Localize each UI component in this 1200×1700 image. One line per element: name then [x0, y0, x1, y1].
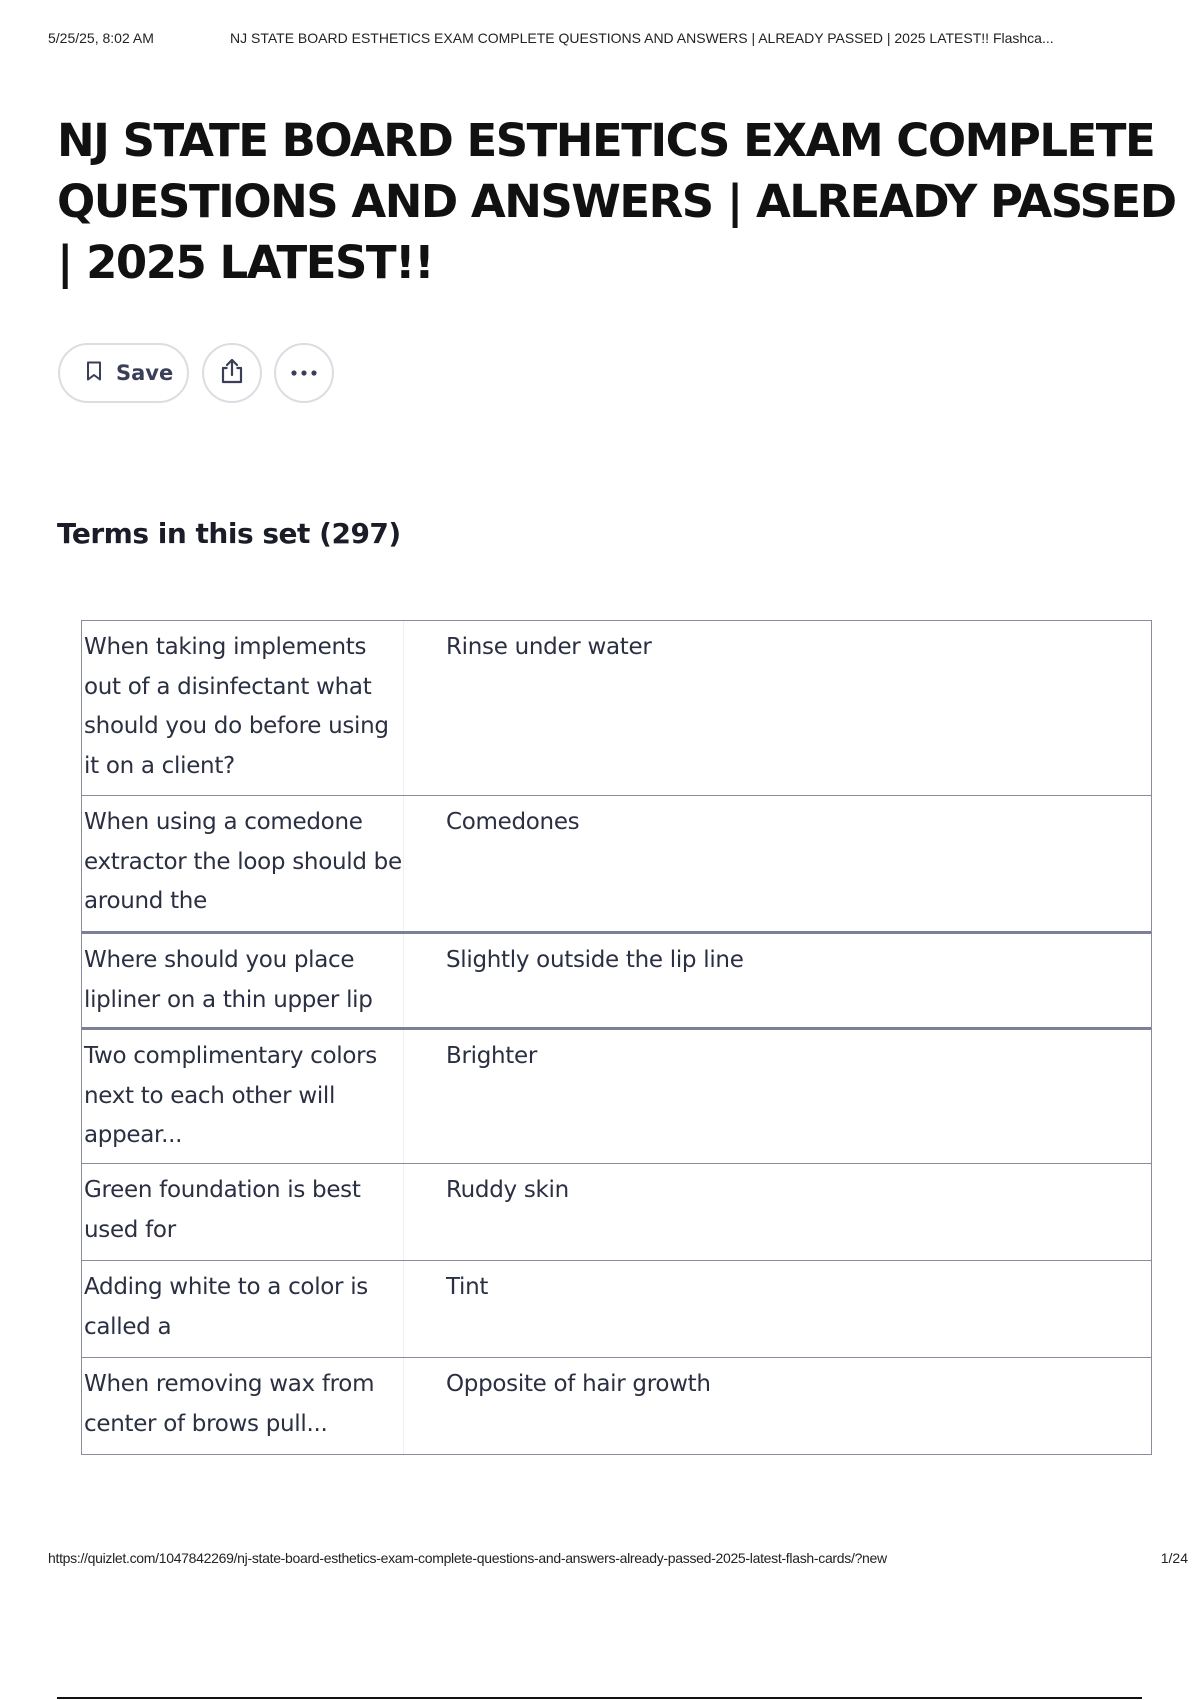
term-text: Adding white to a color is called a [82, 1261, 404, 1357]
term-row [82, 795, 1151, 931]
term-row [82, 931, 1151, 1027]
term-text: Where should you place lipliner on a thin upper lip [82, 934, 404, 1027]
term-row [82, 1357, 1151, 1454]
term-text: When taking implements out of a disinfectant what should you do before using it on a client? [82, 621, 404, 795]
term-row [82, 621, 1151, 795]
term-row [82, 1163, 1151, 1260]
share-button[interactable] [202, 343, 262, 403]
definition-text: Opposite of hair growth [446, 1371, 711, 1397]
page-number: 1/24 [1160, 1550, 1188, 1566]
save-button-label: Save [116, 361, 174, 385]
definition-text: Comedones [446, 809, 580, 835]
more-horizontal-icon [290, 364, 318, 382]
definition-text: Ruddy skin [446, 1177, 569, 1203]
divider [57, 1697, 1142, 1699]
terms-heading: Terms in this set (297) [57, 517, 401, 550]
print-header [48, 30, 1188, 50]
print-footer [48, 1550, 1188, 1570]
set-title: NJ STATE BOARD ESTHETICS EXAM COMPLETE QUESTIONS AND ANSWERS | ALREADY PASSED | 2025 LATEST!! [57, 114, 1176, 289]
definition-text: Brighter [446, 1043, 538, 1069]
bookmark-icon [86, 361, 102, 386]
definition-text: Slightly outside the lip line [446, 947, 744, 973]
term-text: When removing wax from center of brows pull... [82, 1358, 404, 1454]
definition-text: Tint [446, 1274, 489, 1300]
print-datetime: 5/25/25, 8:02 AM [48, 30, 154, 46]
save-button[interactable] [58, 343, 189, 403]
share-icon [219, 357, 245, 390]
term-row [82, 1027, 1151, 1163]
term-row [82, 1260, 1151, 1357]
term-text: When using a comedone extractor the loop should be around the [82, 796, 404, 931]
print-document-title: NJ STATE BOARD ESTHETICS EXAM COMPLETE QUESTIONS AND ANSWERS | ALREADY PASSED | 2025 LATEST!! Flashca... [230, 30, 1054, 46]
term-text: Two complimentary colors next to each other will appear... [82, 1030, 404, 1163]
print-url: https://quizlet.com/1047842269/nj-state-board-esthetics-exam-complete-questions-and-answers-already-passed-2025-latest-flash-cards/?new [48, 1550, 887, 1566]
term-text: Green foundation is best used for [82, 1164, 404, 1260]
more-options-button[interactable] [274, 343, 334, 403]
terms-table [81, 620, 1152, 1455]
definition-text: Rinse under water [446, 634, 652, 660]
